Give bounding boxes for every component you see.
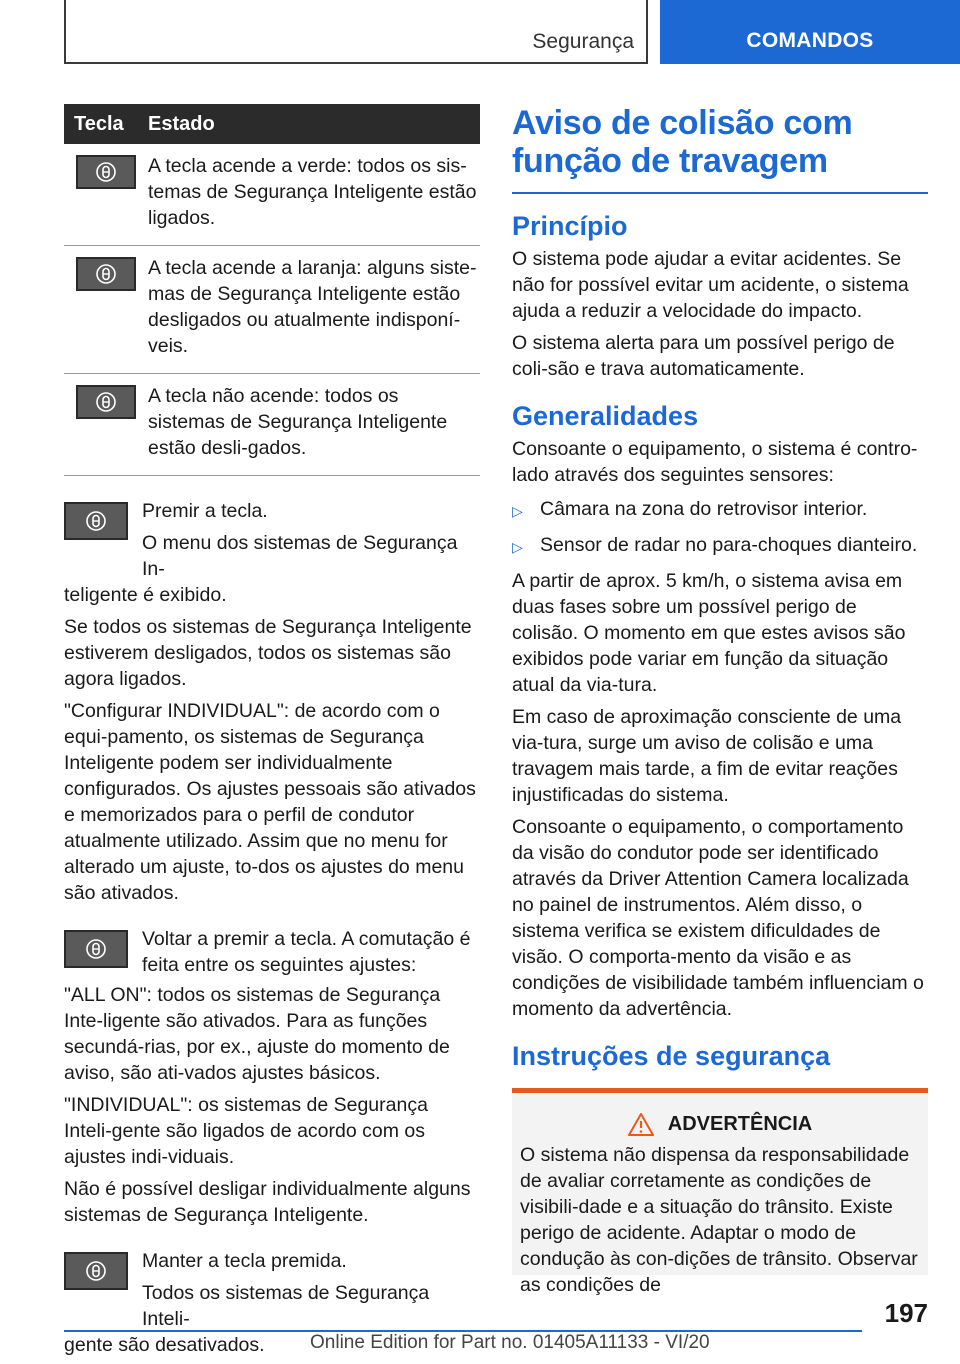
section-title: Aviso de colisão com função de travagem: [512, 104, 853, 180]
heading-principle: Princípio: [512, 211, 628, 241]
paragraph-individual: "INDIVIDUAL": os sistemas de Segurança Inteli-gente são ligados de acordo com os ajustes indi-viduais.: [64, 1094, 428, 1168]
press-again-step: [64, 926, 480, 978]
table-header-state: Estado: [148, 112, 215, 135]
table-row: [64, 374, 480, 476]
paragraph-general-3: Em caso de aproximação consciente de uma via-tura, surge um aviso de colisão e uma travagem mais tarde, a fim de evitar reações injustificadas do sistema.: [512, 706, 902, 806]
list-item-text: Sensor de radar no para-choques dianteiro.: [540, 534, 918, 556]
table-row-state: A tecla acende a laranja: alguns siste-mas de Segurança Inteligente estão desligados ou atualmente indisponí-veis.: [148, 257, 477, 357]
header-rule-right: [646, 0, 648, 64]
press-key-text: Premir a tecla.: [142, 500, 268, 522]
paragraph-general-2: A partir de aprox. 5 km/h, o sistema avisa em duas fases sobre um possível perigo de colisão. O momento em que estes avisos são exibidos pode variar em função da situação atual da via-tura.: [512, 570, 906, 696]
safety-key-icon: [64, 1252, 128, 1290]
paragraph-general-4: Consoante o equipamento, o comportamento da visão do condutor pode ser identificado através da Driver Attention Camera localizada no painel de instrumentos. Além disso, o sistema verifica se existem dificuldades de visão. O comporta-mento da visão e as condições de visibilidade também influenciam o momento da advertência.: [512, 816, 924, 1020]
title-rule: [512, 192, 928, 194]
warning-box: [512, 1088, 928, 1296]
press-key-result: O menu dos sistemas de Segurança In-: [142, 532, 458, 580]
safety-key-icon: [64, 930, 128, 968]
safety-key-icon: [64, 502, 128, 540]
hold-key-result-cont: gente são desativados.: [64, 1334, 265, 1356]
warning-header: [520, 1113, 920, 1136]
bullet-triangle-icon: ▷: [512, 539, 523, 555]
bullet-triangle-icon: ▷: [512, 503, 523, 519]
right-column: [512, 104, 928, 1296]
paragraph-all-on: "ALL ON": todos os sistemas de Segurança Inte-ligente são ativados. Para as funções secundá-rias, por ex., ajuste do momento de aviso, são ati-vados ajustes básicos.: [64, 984, 450, 1084]
header-rule-left: [64, 0, 66, 64]
hold-key-step: [64, 1248, 480, 1332]
paragraph-configure: "Configurar INDIVIDUAL": de acordo com o equi-pamento, os sistemas de Segurança Inteligente podem ser individualmente configurados. Os ajustes pessoais são ativados e memorizados para o perfil de condutor atualmente utilizado. Assim que no menu for alterado um ajuste, to-dos os ajustes do menu são ativados.: [64, 700, 476, 904]
table-header-key: Tecla: [74, 112, 124, 135]
press-key-result-cont: teligente é exibido.: [64, 584, 227, 606]
list-item: [512, 496, 928, 524]
table-row-state: A tecla não acende: todos os sistemas de Segurança Inteligente estão desli-gados.: [148, 385, 448, 459]
table-row: [64, 144, 480, 246]
safety-key-green-icon: [76, 155, 136, 189]
warning-text: O sistema não dispensa da responsabilidade de avaliar corretamente as condições de visibili-dade e a situação do trânsito. Existe perigo de acidente. Adaptar o modo de condução às con-dições de trânsito. Observar as condições de: [520, 1144, 918, 1296]
warning-triangle-icon: [628, 1113, 654, 1136]
paragraph-principle-2: O sistema alerta para um possível perigo de coli-são e trava automaticamente.: [512, 332, 895, 380]
header-chapter-label: COMANDOS: [746, 29, 874, 52]
footer-edition: Online Edition for Part no. 01405A11133 - VI/20: [310, 1332, 710, 1353]
table-header: [64, 104, 480, 144]
heading-general: Generalidades: [512, 401, 699, 431]
page-number: 197: [884, 1298, 928, 1328]
paragraph-not-possible: Não é possível desligar individualmente alguns sistemas de Segurança Inteligente.: [64, 1178, 471, 1226]
heading-safety: Instruções de segurança: [512, 1041, 831, 1071]
press-key-step: [64, 498, 480, 582]
warning-title: ADVERTÊNCIA: [667, 1113, 813, 1135]
paragraph-principle-1: O sistema pode ajudar a evitar acidentes. Se não for possível evitar um acidente, o sistema ajuda a reduzir a velocidade do impacto.: [512, 248, 909, 322]
table-row-state: A tecla acende a verde: todos os sis-temas de Segurança Inteligente estão ligados.: [148, 155, 477, 229]
hold-key-result: Todos os sistemas de Segurança Inteli-: [142, 1282, 430, 1330]
left-column: [64, 104, 480, 1364]
table-row: [64, 246, 480, 374]
header-section-title: Segurança: [532, 30, 634, 53]
safety-key-orange-icon: [76, 257, 136, 291]
list-item-text: Câmara na zona do retrovisor interior.: [540, 498, 868, 520]
paragraph-general-1: Consoante o equipamento, o sistema é contro-lado através dos seguintes sensores:: [512, 438, 918, 486]
safety-key-off-icon: [76, 385, 136, 419]
header-chapter-tab[interactable]: [660, 0, 960, 64]
header-rule-bottom: [64, 62, 648, 64]
hold-key-text: Manter a tecla premida.: [142, 1250, 347, 1272]
paragraph-all-off: Se todos os sistemas de Segurança Inteligente estiverem desligados, todos os sistemas são agora ligados.: [64, 616, 472, 690]
list-item: [512, 532, 928, 560]
press-again-text: Voltar a premir a tecla. A comutação é feita entre os seguintes ajustes:: [142, 928, 471, 976]
